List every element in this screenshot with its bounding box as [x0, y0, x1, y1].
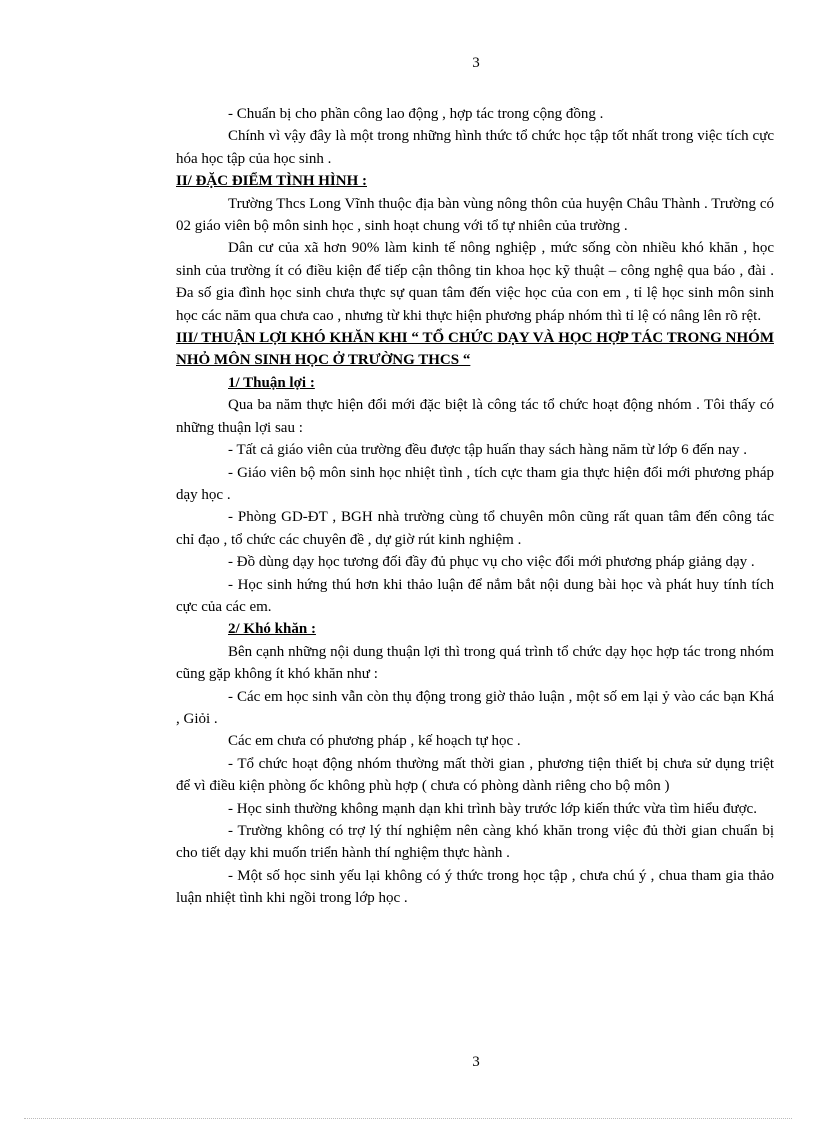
advantage-item: - Phòng GD-ĐT , BGH nhà trường cùng tổ chuyên môn cũng rất quan tâm đến công tác chỉ đạo , tổ chức các chuyên đề , dự giờ rút kinh nghiệm . — [176, 509, 774, 548]
page-bottom-divider — [24, 1118, 792, 1119]
situation-paragraph: Dân cư của xã hơn 90% làm kinh tế nông nghiệp , mức sống còn nhiều khó khăn , học sinh của trường ít có điều kiện để tiếp cận thông tin khoa học kỹ thuật – công nghệ qua báo , đài . Đa số gia đình học sinh chưa thực sự quan tâm đến việc học của con em , tỉ lệ học sinh môn sinh học các năm qua chưa cao , nhưng từ khi thực hiện phương pháp nhóm thì tỉ lệ có nâng lên rõ rệt. — [176, 240, 774, 324]
difficulty-item: - Tổ chức hoạt động nhóm thường mất thời gian , phương tiện thiết bị chưa sử dụng triệt để vì điều kiện phòng ốc không phù hợp ( chưa có phòng dành riêng cho bộ môn ) — [176, 755, 774, 795]
advantage-item: - Học sinh hứng thú hơn khi thảo luận để nắm bắt nội dung bài học và phát huy tính tích cực của các em. — [176, 576, 774, 615]
advantage-paragraph: Qua ba năm thực hiện đổi mới đặc biệt là công tác tổ chức hoạt động nhóm . Tôi thấy có những thuận lợi sau : — [176, 397, 774, 436]
section-heading-advantages-difficulties: III/ THUẬN LỢI KHÓ KHĂN KHI “ TỔ CHỨC DẠY VÀ HỌC HỢP TÁC TRONG NHÓM NHỎ MÔN SINH HỌC Ở TRƯỜNG THCS “ — [176, 330, 774, 369]
subheading-advantages: 1/ Thuận lợi : — [228, 374, 315, 391]
document-body — [176, 103, 774, 910]
difficulty-item: - Trường không có trợ lý thí nghiệm nên càng khó khăn trong việc đủ thời gian chuẩn bị cho tiết dạy khi muốn triển hành thí nghiệm thực hành . — [176, 823, 774, 862]
intro-paragraph: - Chuẩn bị cho phần công lao động , hợp tác trong cộng đồng . — [228, 106, 604, 122]
difficulty-item: - Học sinh thường không mạnh dạn khi trình bày trước lớp kiến thức vừa tìm hiểu được. — [228, 800, 757, 817]
page-number-bottom: 3 — [472, 1054, 480, 1070]
section-heading-situation: II/ ĐẶC ĐIỂM TÌNH HÌNH : — [176, 173, 367, 190]
subheading-difficulties: 2/ Khó khăn : — [228, 621, 316, 638]
difficulty-paragraph: Bên cạnh những nội dung thuận lợi thì trong quá trình tổ chức dạy học hợp tác trong nhóm cũng gặp không ít khó khăn như : — [176, 643, 774, 683]
difficulty-item: - Một số học sinh yếu lại không có ý thức trong học tập , chưa chú ý , chua tham gia thảo luận nhiệt tình khi ngồi trong lớp học . — [176, 867, 774, 907]
advantage-item: - Giáo viên bộ môn sinh học nhiệt tình , tích cực tham gia thực hiện đổi mới phương pháp dạy học . — [176, 464, 774, 503]
advantage-item: - Đồ dùng dạy học tương đối đầy đủ phục vụ cho việc đổi mới phương pháp giảng dạy . — [228, 554, 755, 571]
page-number-top: 3 — [472, 55, 480, 71]
intro-paragraph: Chính vì vậy đây là một trong những hình thức tổ chức học tập tốt nhất trong việc tích cực hóa học tập của học sinh . — [176, 128, 774, 167]
difficulty-item: - Các em học sinh vẫn còn thụ động trong giờ thảo luận , một số em lại ỷ vào các bạn Khá , Giỏi . — [176, 688, 774, 727]
difficulty-item: Các em chưa có phương pháp , kế hoạch tự học . — [228, 733, 521, 750]
advantage-item: - Tất cả giáo viên của trường đều được tập huấn thay sách hàng năm từ lớp 6 đến nay . — [228, 442, 748, 459]
situation-paragraph: Trường Thcs Long Vĩnh thuộc địa bàn vùng nông thôn của huyện Châu Thành . Trường có 02 giáo viên bộ môn sinh học , sinh hoạt chung với tổ tự nhiên của trường . — [176, 195, 774, 235]
